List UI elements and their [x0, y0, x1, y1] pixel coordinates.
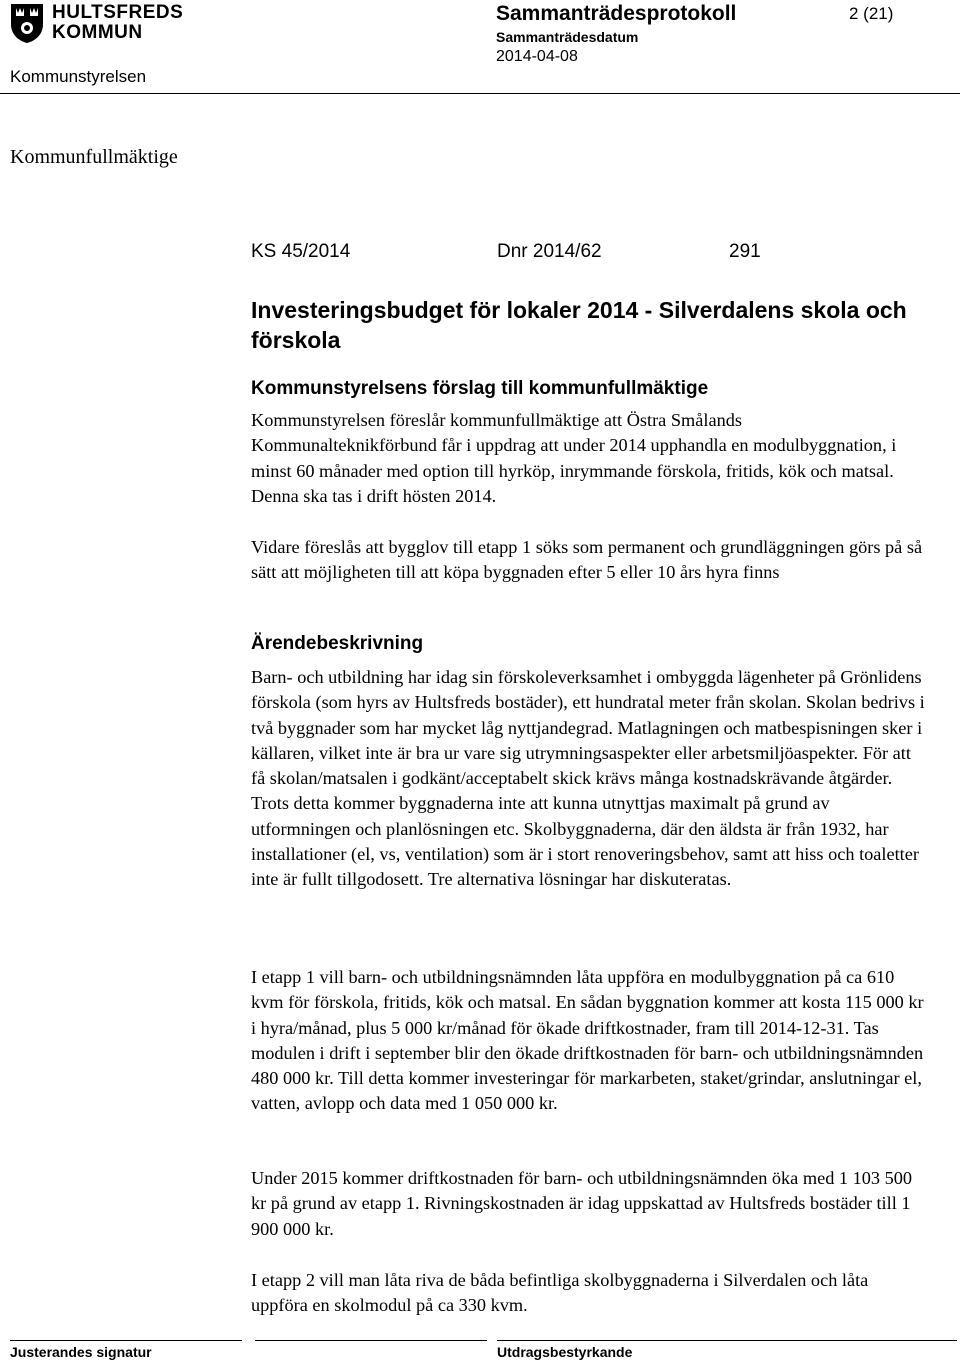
- meeting-date-label: Sammanträdesdatum: [496, 29, 639, 45]
- description-paragraph-1: Barn- och utbildning har idag sin förskoleverksamhet i ombyggda lägenheter på Grönlidens förskola (som hyrs av Hultsfreds bostäder), ett hundratal meter från skolan. Skolan bedrivs i två byggnader som har mycket låg nyttjandegrad. Matlagningen och matbespisningen sker i källaren, vilket inte är bra ur vare sig utrymningsaspekter eller arbetsmiljöaspekter. För att få skolan/matsalen i godkänt/acceptabelt skick krävs många kostnadskrävande åtgärder. Trots detta kommer byggnaderna inte att kunna utnyttjas maximalt på grund av utformningen och planlösningen etc. Skolbyggnaderna, där den äldsta är från 1932, har installationer (el, vs, ventilation) som är i stort renoveringsbehov, samt att hiss och toaletter inte är fullt tillgodosett. Tre alternativa lösningar har diskuteratas.: [251, 667, 925, 890]
- description-heading: Ärendebeskrivning: [251, 633, 424, 654]
- footer-divider: [10, 1340, 242, 1341]
- description-paragraph-2: I etapp 1 vill barn- och utbildningsnämnden låta uppföra en modulbyggnation på ca 610 kvm för förskola, fritids, kök och matsal. En sådan byggnation kommer att kosta 115 000 kr i hyra/månad, plus 5 000 kr/månad för ökade driftkostnader, fram till 2014-12-31. Tas modulen i drift i september blir den ökade driftkostnaden för barn- och utbildningsnämnden 480 000 kr. Till detta kommer investeringar för markarbeten, staket/grindar, anslutningar el, vatten, avlopp och data med 1 050 000 kr.: [251, 967, 924, 1114]
- case-ks-number: KS 45/2014: [251, 241, 351, 262]
- organ-name: Kommunstyrelsen: [10, 67, 147, 86]
- footer-divider: [497, 1340, 957, 1341]
- proposal-paragraph-2: Vidare föreslås att bygglov till etapp 1 söks som permanent och grundläggningen görs på så sätt att möjligheten till att köpa byggnaden efter 5 eller 10 års hyra finns: [251, 537, 923, 583]
- signature-label: Justerandes signatur: [10, 1344, 152, 1360]
- header-divider: [0, 93, 960, 94]
- extract-certification-label: Utdragsbestyrkande: [497, 1344, 633, 1360]
- proposal-paragraph-1: Kommunstyrelsen föreslår kommunfullmäktige att Östra Smålands Kommunalteknikförbund får i uppdrag att under 2014 upphandla en modulbyggnation, i minst 60 månader med option till hyrköp, inrymmande förskola, fritids, kök och matsal. Denna ska tas i drift hösten 2014.: [251, 410, 897, 506]
- page-title: Investeringsbudget för lokaler 2014 - Silverdalens skola och förskola: [251, 297, 907, 353]
- meeting-date: 2014-04-08: [496, 48, 578, 65]
- logo-text-line2: KOMMUN: [52, 22, 143, 43]
- description-paragraph-3: Under 2015 kommer driftkostnaden för barn- och utbildningsnämnden öka med 1 103 500 kr på grund av etapp 1. Rivningskostnaden är idag uppskattad av Hultsfreds bostäder till 1 900 000 kr.: [251, 1168, 913, 1239]
- case-paragraph-number: 291: [729, 241, 761, 262]
- municipal-coat-of-arms-icon: [10, 2, 44, 44]
- logo-text-line1: HULTSFREDS: [52, 2, 184, 23]
- document-type: Sammanträdesprotokoll: [496, 2, 737, 25]
- footer-divider: [255, 1340, 487, 1341]
- logo: [10, 2, 184, 44]
- proposal-heading: Kommunstyrelsens förslag till kommunfullmäktige: [251, 378, 709, 399]
- page-number: 2 (21): [849, 4, 894, 23]
- case-dnr: Dnr 2014/62: [497, 241, 602, 262]
- recipient-label: Kommunfullmäktige: [10, 146, 178, 168]
- description-paragraph-4: I etapp 2 vill man låta riva de båda befintliga skolbyggnaderna i Silverdalen och låta uppföra en skolmodul på ca 330 kvm.: [251, 1270, 869, 1316]
